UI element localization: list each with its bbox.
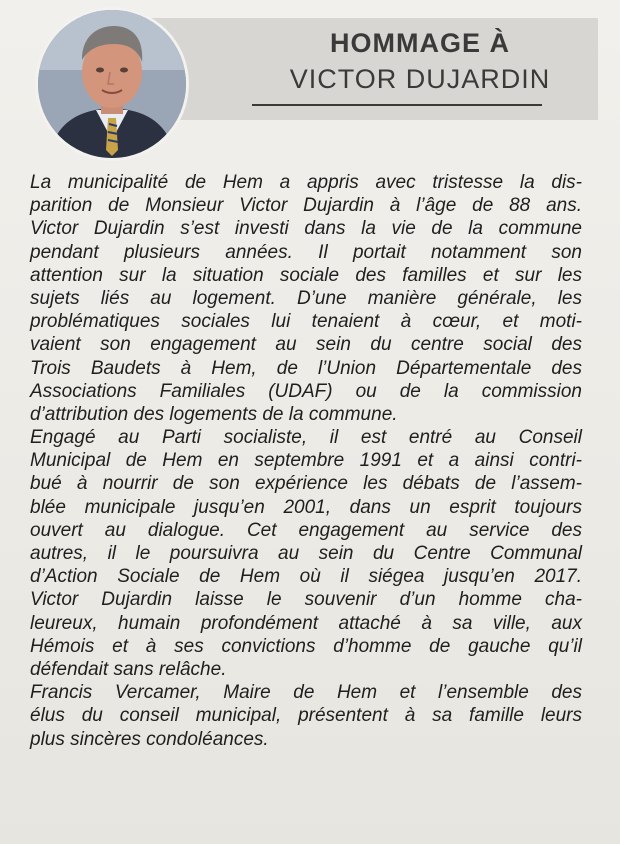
body-line: Municipal de Hem en septembre 1991 et a ainsi contri- (30, 450, 582, 472)
body-line: Engagé au Parti socialiste, il est entré au Conseil (30, 427, 582, 449)
body-line: pendant plusieurs années. Il portait notamment son (30, 241, 582, 263)
body-line: bué à nourrir de son expérience les débats de l’assem- (30, 473, 582, 495)
body-line: plus sincères condoléances. (30, 728, 269, 750)
body-line: attention sur la situation sociale des familles et sur les (30, 264, 582, 286)
body-line: La municipalité de Hem a appris avec tristesse la dis- (30, 172, 582, 193)
body-line: parition de Monsieur Victor Dujardin à l’âge de 88 ans. (30, 195, 582, 217)
portrait-photo (38, 10, 186, 158)
body-line: Associations Familiales (UDAF) ou de la commission (30, 380, 582, 402)
body-line: blée municipale jusqu’en 2001, dans un esprit toujours (30, 496, 582, 518)
body-line: d’Action Sociale de Hem où il siégea jusqu’en 2017. (30, 566, 582, 588)
body-line: Trois Baudets à Hem, de l’Union Départementale des (30, 357, 582, 379)
body-line: Victor Dujardin laisse le souvenir d’un homme cha- (30, 589, 582, 611)
body-line: élus du conseil municipal, présentent à sa famille leurs (30, 705, 582, 727)
title-line-2: VICTOR DUJARDIN (289, 64, 551, 94)
portrait-image (38, 10, 186, 158)
body-line: sujets liés au logement. D’une manière générale, les (30, 287, 582, 309)
body-line: ouvert au dialogue. Cet engagement au service des (30, 519, 582, 541)
body-line: Victor Dujardin s’est investi dans la vie de la commune (30, 218, 582, 240)
body-line: autres, il le poursuivra au sein du Centre Communal (30, 543, 582, 564)
body-line: problématiques sociales lui tenaient à cœur, et moti- (30, 311, 582, 333)
article-body (30, 171, 582, 751)
title-line-1: HOMMAGE À (330, 28, 510, 58)
title-underline (252, 104, 542, 106)
body-line: Francis Vercamer, Maire de Hem et l’ensemble des (30, 682, 582, 704)
body-line: vaient son engagement au sein du centre social des (30, 334, 582, 356)
body-line: Hémois et à ses convictions d’homme de gauche qu’il (30, 635, 582, 657)
body-line: d’attribution des logements de la commune. (30, 403, 398, 425)
body-line: défendait sans relâche. (30, 658, 227, 680)
body-line: leureux, humain profondément attaché à sa ville, aux (30, 612, 582, 634)
